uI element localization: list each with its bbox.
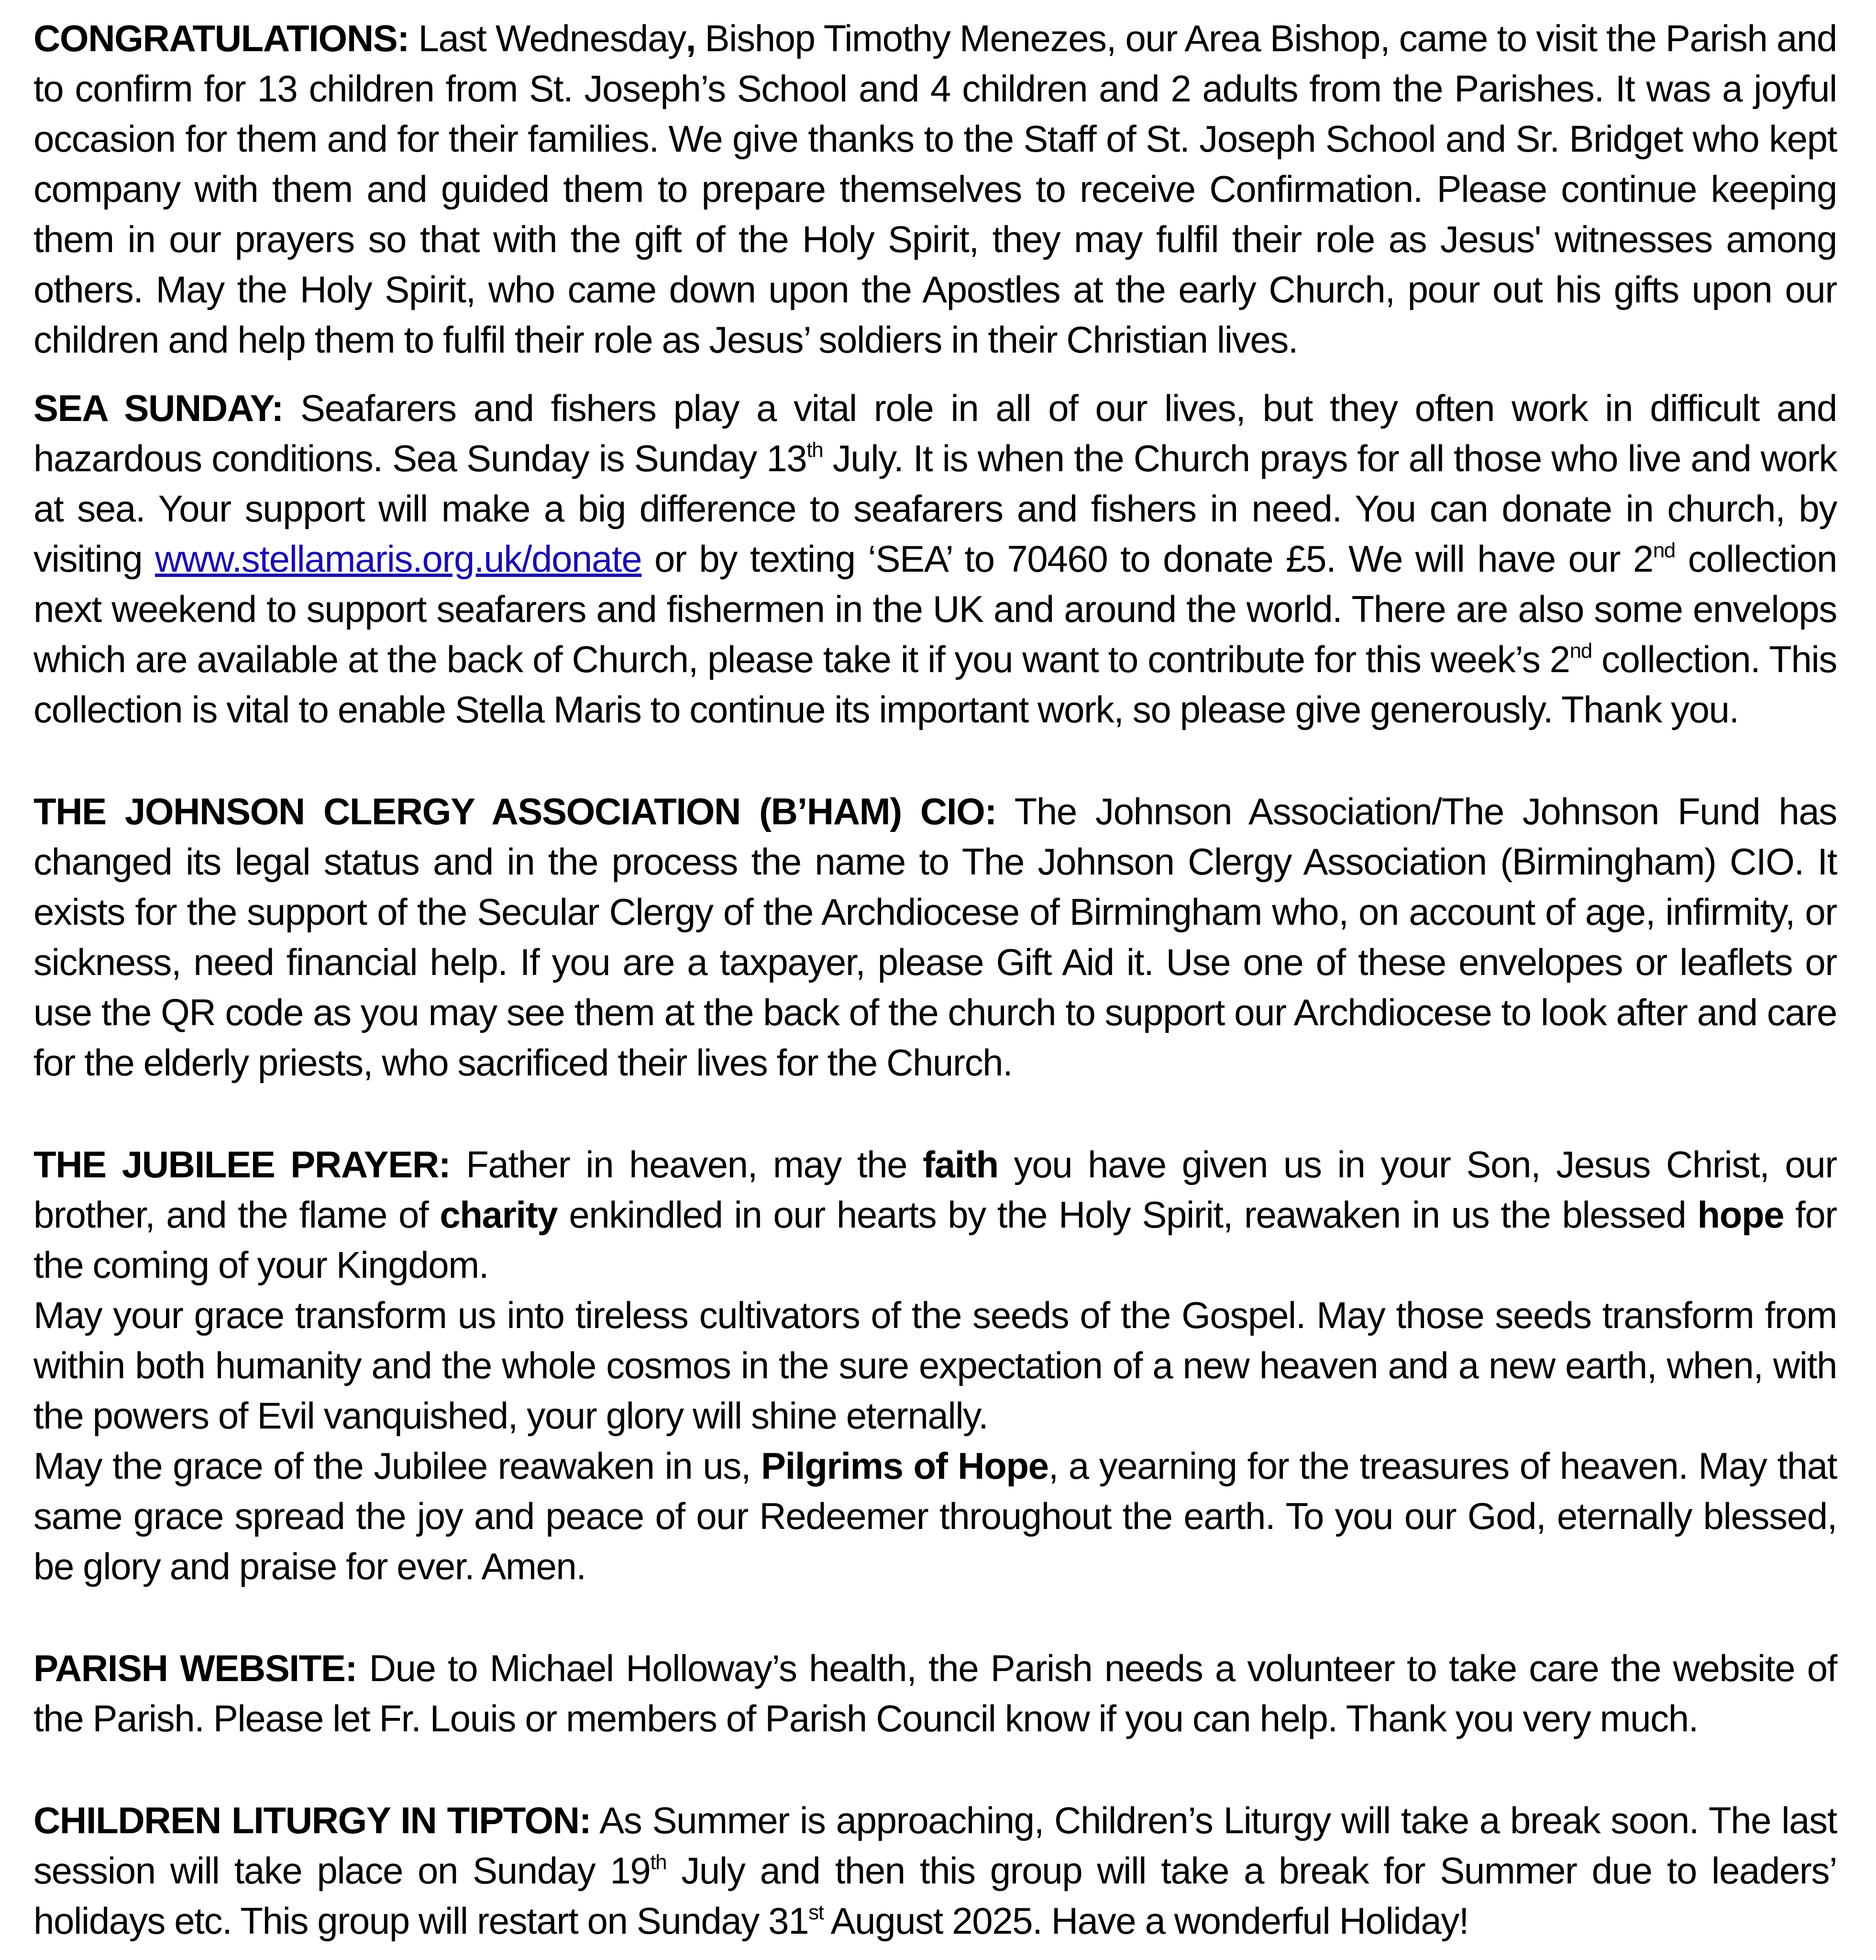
- jubilee-heading: THE JUBILEE PRAYER:: [33, 1143, 451, 1185]
- jubilee-paragraph-1: [33, 1140, 1837, 1290]
- sea-sunday-sup-1: th: [806, 438, 823, 462]
- sea-sunday-text-2: July. It is when the Church prays for all those who live and work at sea. Your support will make a big difference to seafarers and fishers in need. You can donate in church, by visiting: [33, 437, 1837, 580]
- sea-sunday-text-3: or by texting ‘SEA’ to 70460 to donate £5. We will have our 2: [641, 538, 1653, 580]
- children-liturgy-paragraph: [33, 1795, 1837, 1946]
- jubilee-text-2: you have given us in your Son, Jesus Christ, our brother, and the flame of: [33, 1143, 1837, 1236]
- bulletin-page: [33, 13, 1837, 1946]
- jubilee-paragraph-2: May your grace transform us into tireless cultivators of the seeds of the Gospel. May those seeds transform from within both humanity and the whole cosmos in the sure expectation of a new heaven and a new earth, when, with the powers of Evil vanquished, your glory will shine eternally.: [33, 1294, 1837, 1437]
- children-liturgy-text-2: July and then this group will take a break for Summer due to leaders’ holidays etc. This group will restart on Sunday 31: [33, 1849, 1837, 1942]
- jubilee-pilgrims-of-hope: Pilgrims of Hope: [761, 1445, 1048, 1487]
- sea-sunday-heading: SEA SUNDAY:: [33, 387, 283, 429]
- children-liturgy-text-1: As Summer is approaching, Children’s Liturgy will take a break soon. The last session will take place on Sunday 19: [33, 1799, 1837, 1892]
- sea-sunday-sup-3: nd: [1569, 639, 1592, 663]
- congratulations-text-2: Bishop Timothy Menezes, our Area Bishop, came to visit the Parish and to confirm for 13 children from St. Joseph’s School and 4 children and 2 adults from the Parishes. It was a joyful occasion for them and for their families. We give thanks to the Staff of St. Joseph School and Sr. Bridget who kept company with them and guided them to prepare themselves to receive Confirmation. Please continue keeping them in our prayers so that with the gift of the Holy Spirit, they may fulfil their role as Jesus' witnesses among others. May the Holy Spirit, who came down upon the Apostles at the early Church, pour out his gifts upon our children and help them to fulfil their role as Jesus’ soldiers in their Christian lives.: [33, 17, 1837, 361]
- jubilee-text-3: enkindled in our hearts by the Holy Spirit, reawaken in us the blessed: [557, 1194, 1698, 1236]
- jubilee-section: [33, 1140, 1837, 1592]
- congratulations-section: [33, 13, 1837, 365]
- jubilee-hope: hope: [1697, 1194, 1784, 1236]
- jubilee-text-1: Father in heaven, may the: [450, 1143, 923, 1185]
- jubilee-charity: charity: [440, 1194, 558, 1236]
- congratulations-text-1: Last Wednesday: [408, 17, 686, 59]
- stella-maris-donate-link[interactable]: www.stellamaris.org.uk/donate: [155, 538, 642, 580]
- jubilee-text-6: , a yearning for the treasures of heaven. May that same grace spread the joy and peace of our Redeemer throughout the earth. To you our God, eternally blessed, be glory and praise for ever. Amen.: [33, 1445, 1837, 1587]
- jubilee-faith: faith: [923, 1143, 998, 1185]
- sea-sunday-sup-2: nd: [1653, 539, 1676, 562]
- children-liturgy-sup-2: st: [808, 1901, 824, 1924]
- website-section: [33, 1643, 1837, 1744]
- congratulations-heading: CONGRATULATIONS:: [33, 17, 409, 59]
- sea-sunday-text-4: collection next weekend to support seafarers and fishermen in the UK and around the world. There are also some envelops which are available at the back of Church, please take it if you want to contribute for this week’s 2: [33, 538, 1837, 680]
- children-liturgy-text-3: August 2025. Have a wonderful Holiday!: [823, 1900, 1469, 1942]
- children-liturgy-sup-1: th: [650, 1850, 667, 1874]
- sea-sunday-text-5: collection. This collection is vital to enable Stella Maris to continue its important work, so please give generously. Thank you.: [33, 638, 1837, 731]
- sea-sunday-paragraph: [33, 383, 1837, 735]
- jubilee-text-4: for the coming of your Kingdom.: [33, 1194, 1837, 1286]
- website-heading: PARISH WEBSITE:: [33, 1647, 357, 1689]
- children-liturgy-section: [33, 1795, 1837, 1946]
- johnson-paragraph: [33, 786, 1837, 1088]
- sea-sunday-text-1: Seafarers and fishers play a vital role in all of our lives, but they often work in difficult and hazardous conditions. Sea Sunday is Sunday 13: [33, 387, 1837, 479]
- johnson-section: [33, 786, 1837, 1088]
- children-liturgy-heading: CHILDREN LITURGY IN TIPTON:: [33, 1799, 591, 1841]
- jubilee-paragraph-3: [33, 1441, 1837, 1592]
- johnson-text-1: The Johnson Association/The Johnson Fund has changed its legal status and in the process the name to The Johnson Clergy Association (Birmingham) CIO. It exists for the support of the Secular Clergy of the Archdiocese of Birmingham who, on account of age, infirmity, or sickness, need financial help. If you are a taxpayer, please Gift Aid it. Use one of these envelopes or leaflets or use the QR code as you may see them at the back of the church to support our Archdiocese to look after and care for the elderly priests, who sacrificed their lives for the Church.: [33, 790, 1837, 1084]
- congratulations-comma: ,: [685, 17, 696, 59]
- congratulations-paragraph: [33, 13, 1837, 365]
- sea-sunday-section: [33, 383, 1837, 735]
- website-text-1: Due to Michael Holloway’s health, the Parish needs a volunteer to take care the website of the Parish. Please let Fr. Louis or members of Parish Council know if you can help. Thank you very much.: [33, 1647, 1837, 1739]
- website-paragraph: [33, 1643, 1837, 1744]
- jubilee-text-5: May the grace of the Jubilee reawaken in us,: [33, 1445, 761, 1487]
- johnson-heading: THE JOHNSON CLERGY ASSOCIATION (B’HAM) CIO:: [33, 790, 996, 832]
